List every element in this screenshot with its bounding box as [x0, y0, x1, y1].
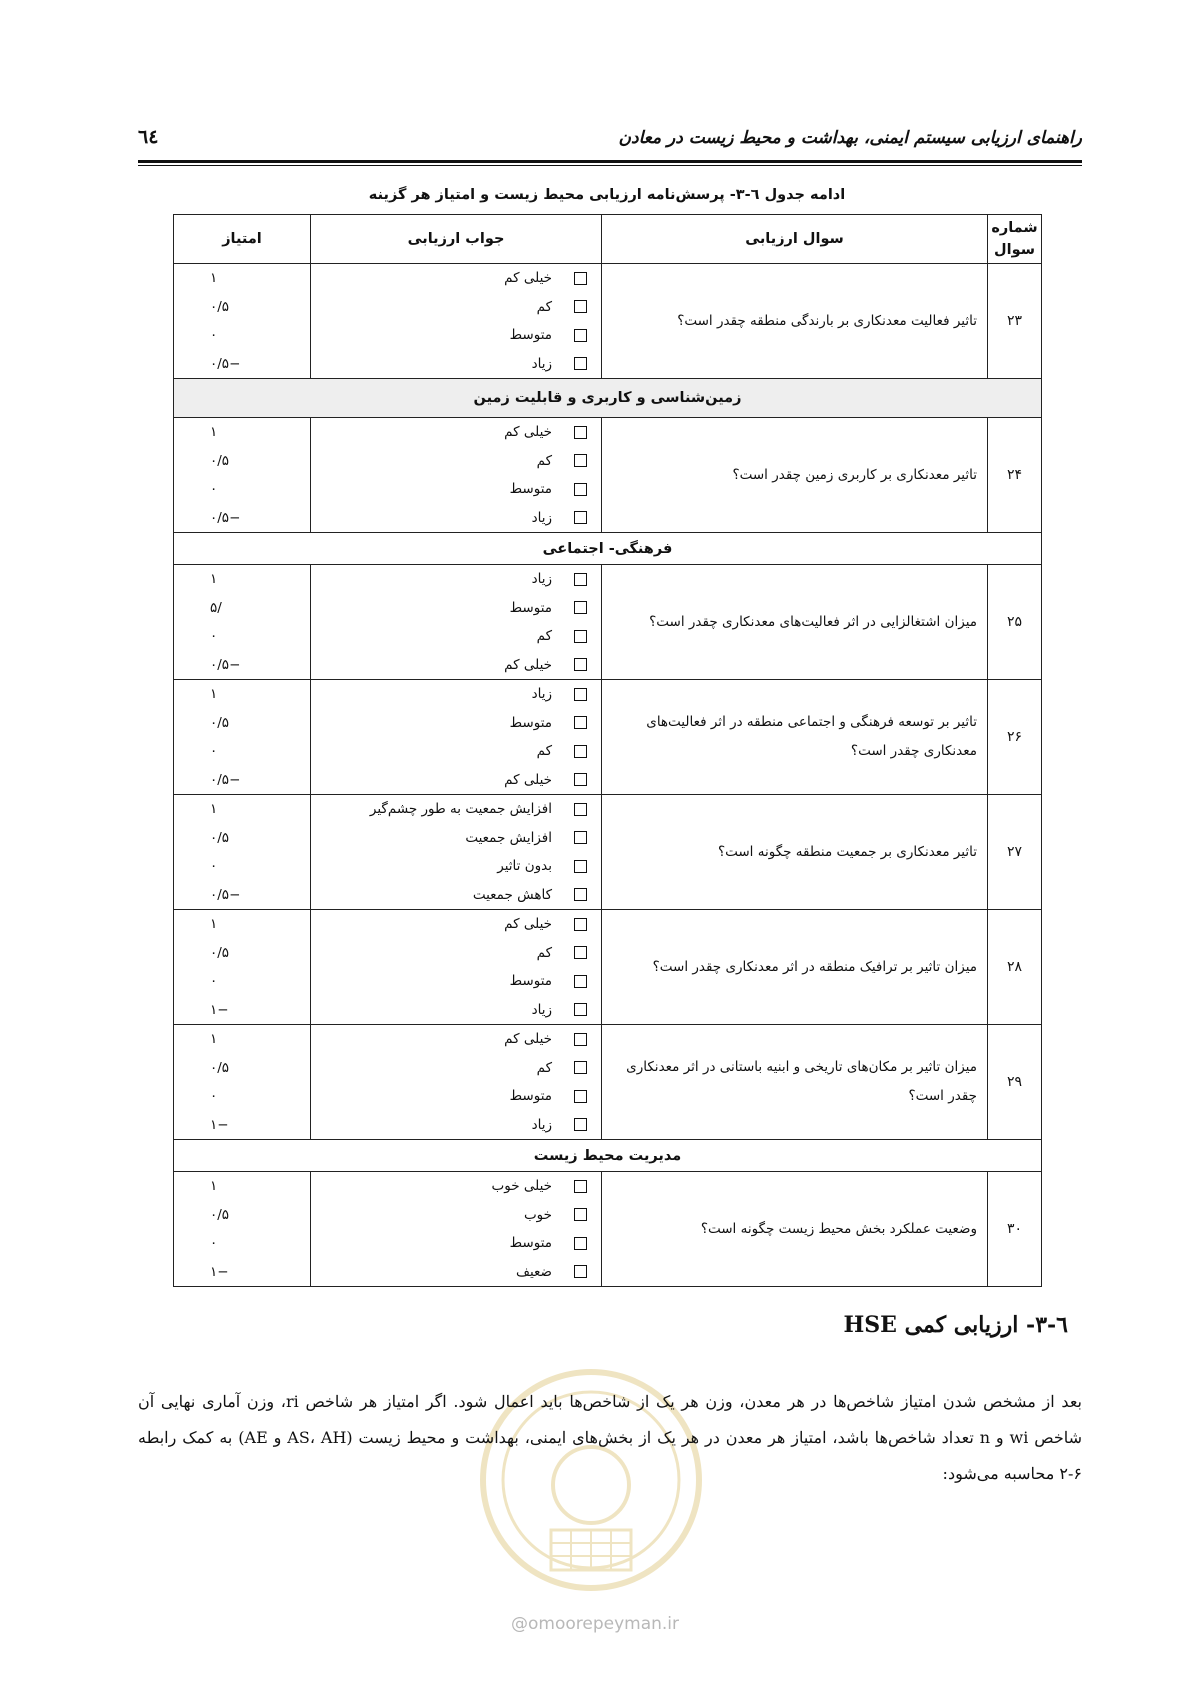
section-title: زمین‌شناسی و کاربری و قابلیت زمین — [174, 379, 1042, 418]
answer-option-label: زیاد — [531, 686, 552, 703]
checkbox-icon[interactable] — [574, 1090, 587, 1103]
table-row — [174, 680, 1042, 795]
checkbox-icon[interactable] — [574, 357, 587, 370]
score-value: −۰/۵ — [210, 509, 241, 526]
score-values — [174, 418, 311, 533]
answer-options — [311, 565, 602, 680]
answer-option[interactable] — [311, 1258, 601, 1287]
checkbox-icon[interactable] — [574, 1237, 587, 1250]
score-value: −۰/۵ — [210, 656, 241, 673]
answer-option-label: خیلی کم — [504, 424, 552, 441]
section-title: مدیریت محیط زیست — [174, 1140, 1042, 1172]
col-score-header: امتیاز — [174, 215, 311, 264]
answer-option[interactable] — [311, 1111, 601, 1140]
score-value: /۵ — [210, 599, 222, 616]
score-values — [174, 565, 311, 680]
body-paragraph: بعد از مشخص شدن امتیاز شاخص‌ها در هر معدن، وزن هر یک از شاخص‌ها باید اعمال شود. اگر امتیاز هر شاخص ri، وزن آماری نهایی آن شاخص wi و n تعداد شاخص‌ها باشد، امتیاز هر معدن در هر یک از بخش‌های ایمنی، بهداشت و محیط زیست (AS، AH و AE) به کمک رابطه ۶-۲ محاسبه می‌شود: — [138, 1392, 1083, 1483]
checkbox-icon[interactable] — [574, 426, 587, 439]
question-number: ۲۴ — [988, 418, 1042, 533]
checkbox-icon[interactable] — [574, 483, 587, 496]
answer-option[interactable] — [311, 709, 601, 738]
score-value: ۰ — [210, 1235, 218, 1251]
symbol-as: AS — [287, 1428, 310, 1447]
score-values — [174, 264, 311, 379]
answer-option[interactable] — [311, 910, 601, 939]
table-row — [174, 795, 1042, 910]
checkbox-icon[interactable] — [574, 329, 587, 342]
table-row — [174, 264, 1042, 379]
question-text: میزان اشتغالزایی در اثر فعالیت‌های معدنکاری چقدر است؟ — [602, 565, 988, 680]
question-number: ۲۹ — [988, 1025, 1042, 1140]
answer-option[interactable] — [311, 565, 601, 594]
section-row-env — [174, 1140, 1042, 1172]
answer-options — [311, 910, 602, 1025]
answer-option[interactable] — [311, 939, 601, 968]
question-text: وضعیت عملکرد بخش محیط زیست چگونه است؟ — [602, 1172, 988, 1287]
answer-option[interactable] — [311, 447, 601, 476]
score-value: ۰/۵ — [210, 298, 230, 315]
checkbox-icon[interactable] — [574, 1118, 587, 1131]
answer-option-label: کم — [536, 452, 552, 469]
checkbox-icon[interactable] — [574, 1003, 587, 1016]
answer-option-label: کم — [536, 743, 552, 760]
checkbox-icon[interactable] — [574, 630, 587, 643]
checkbox-icon[interactable] — [574, 975, 587, 988]
question-text: تاثیر بر توسعه فرهنگی و اجتماعی منطقه در اثر فعالیت‌های معدنکاری چقدر است؟ — [602, 680, 988, 795]
score-value: ۰/۵ — [210, 944, 230, 961]
checkbox-icon[interactable] — [574, 658, 587, 671]
answer-option[interactable] — [311, 594, 601, 623]
answer-option[interactable] — [311, 1172, 601, 1201]
symbol-ae: AE — [244, 1428, 268, 1447]
checkbox-icon[interactable] — [574, 745, 587, 758]
score-value: ۰ — [210, 628, 218, 644]
answer-option-label: زیاد — [531, 355, 552, 372]
site-watermark: @omoorepeyman.ir — [510, 1614, 680, 1634]
answer-option[interactable] — [311, 824, 601, 853]
score-value: ۰/۵ — [210, 1059, 230, 1076]
col-question-header: سوال ارزیابی — [602, 215, 988, 264]
score-value: −۱ — [210, 1263, 229, 1280]
header-rule-thin — [138, 165, 1082, 166]
checkbox-icon[interactable] — [574, 773, 587, 786]
score-value: ۱ — [210, 571, 218, 587]
answer-option[interactable] — [311, 622, 601, 651]
answer-option[interactable] — [311, 1025, 601, 1054]
header-rule-thick — [138, 160, 1082, 163]
answer-option-label: خیلی خوب — [491, 1178, 552, 1195]
question-text: میزان تاثیر بر مکان‌های تاریخی و ابنیه باستانی در اثر معدنکاری چقدر است؟ — [602, 1025, 988, 1140]
checkbox-icon[interactable] — [574, 803, 587, 816]
question-number: ۲۸ — [988, 910, 1042, 1025]
score-value: −۱ — [210, 1116, 229, 1133]
answer-options — [311, 1025, 602, 1140]
symbol-ah: AH — [320, 1428, 347, 1447]
checkbox-icon[interactable] — [574, 511, 587, 524]
symbol-ri: ri — [285, 1392, 299, 1411]
answer-option-label: خیلی کم — [504, 916, 552, 933]
score-value: ۰/۵ — [210, 1206, 230, 1223]
answer-option[interactable] — [311, 1054, 601, 1083]
answer-option[interactable] — [311, 1229, 601, 1258]
checkbox-icon[interactable] — [574, 860, 587, 873]
score-value: ۱ — [210, 270, 218, 286]
score-value: ۰/۵ — [210, 452, 230, 469]
table-caption: ادامه جدول ٦-٣- پرسش‌نامه ارزیابی محیط زیست و امتیاز هر گزینه — [368, 187, 846, 203]
table-row — [174, 418, 1042, 533]
table-row — [174, 910, 1042, 1025]
answer-options — [311, 1172, 602, 1287]
answer-option[interactable] — [311, 766, 601, 795]
answer-option[interactable] — [311, 737, 601, 766]
paragraph-text: ) به کمک رابطه ۶-۲ محاسبه می‌شود: — [138, 1428, 1082, 1483]
score-value: ۱ — [210, 686, 218, 702]
answer-option[interactable] — [311, 680, 601, 709]
answer-option-label: ضعیف — [515, 1263, 552, 1280]
checkbox-icon[interactable] — [574, 573, 587, 586]
answer-option[interactable] — [311, 996, 601, 1025]
score-value: ۰ — [210, 327, 218, 343]
answer-option-label: زیاد — [531, 571, 552, 588]
answer-option-label: متوسط — [509, 327, 552, 344]
answer-option[interactable] — [311, 852, 601, 881]
answer-option[interactable] — [311, 418, 601, 447]
score-value: ۱ — [210, 801, 218, 817]
checkbox-icon[interactable] — [574, 888, 587, 901]
score-value: ۱ — [210, 1178, 218, 1194]
answer-option-label: خیلی کم — [504, 1031, 552, 1048]
answer-option-label: افزایش جمعیت به طور چشم‌گیر — [369, 801, 552, 818]
table-row — [174, 565, 1042, 680]
score-value: ۰ — [210, 743, 218, 759]
checkbox-icon[interactable] — [574, 1180, 587, 1193]
question-text: تاثیر فعالیت معدنکاری بر بارندگی منطقه چقدر است؟ — [602, 264, 988, 379]
answer-option-label: زیاد — [531, 1116, 552, 1133]
question-number: ۳۰ — [988, 1172, 1042, 1287]
answer-option-label: خیلی کم — [504, 656, 552, 673]
answer-option-label: متوسط — [509, 481, 552, 498]
answer-option[interactable] — [311, 651, 601, 680]
score-values — [174, 910, 311, 1025]
checkbox-icon[interactable] — [574, 946, 587, 959]
answer-option-label: کم — [536, 1059, 552, 1076]
paragraph-text: و n تعداد شاخص‌ها باشد، امتیاز هر معدن در هر یک از بخش‌های ایمنی، بهداشت و محیط زیست ( — [346, 1428, 1010, 1447]
questionnaire-table — [173, 214, 1042, 1287]
answer-option-label: کم — [536, 944, 552, 961]
answer-option[interactable] — [311, 967, 601, 996]
section-heading: ٦-٣- ارزیابی کمی HSE — [843, 1312, 1068, 1338]
score-value: ۰ — [210, 858, 218, 874]
answer-options — [311, 680, 602, 795]
score-value: −۰/۵ — [210, 355, 241, 372]
checkbox-icon[interactable] — [574, 601, 587, 614]
question-text: میزان تاثیر بر ترافیک منطقه در اثر معدنکاری چقدر است؟ — [602, 910, 988, 1025]
answer-option-label: متوسط — [509, 973, 552, 990]
question-text: تاثیر معدنکاری بر کاربری زمین چقدر است؟ — [602, 418, 988, 533]
answer-option-label: افزایش جمعیت — [465, 829, 552, 846]
answer-option[interactable] — [311, 1082, 601, 1111]
answer-option-label: متوسط — [509, 599, 552, 616]
answer-option[interactable] — [311, 1201, 601, 1230]
paragraph-text: ، وزن آماری نهایی آن شاخص — [138, 1392, 1083, 1447]
running-title: راهنمای ارزیابی سیستم ایمنی، بهداشت و محیط زیست در معادن — [618, 128, 1082, 148]
section-row-land — [174, 379, 1042, 418]
answer-option[interactable] — [311, 881, 601, 910]
table-header-row — [174, 215, 1042, 264]
answer-option[interactable] — [311, 350, 601, 379]
question-number: ۲۳ — [988, 264, 1042, 379]
question-text: تاثیر معدنکاری بر جمعیت منطقه چگونه است؟ — [602, 795, 988, 910]
score-values — [174, 795, 311, 910]
score-value: ۰/۵ — [210, 714, 230, 731]
symbol-wi: wi — [1009, 1428, 1029, 1447]
score-value: −۱ — [210, 1001, 229, 1018]
answer-option-label: زیاد — [531, 509, 552, 526]
answer-option[interactable] — [311, 264, 601, 293]
answer-option[interactable] — [311, 795, 601, 824]
section-title: فرهنگی- اجتماعی — [174, 533, 1042, 565]
col-number-header: شماره سوال — [988, 215, 1042, 264]
score-value: −۰/۵ — [210, 771, 241, 788]
checkbox-icon[interactable] — [574, 1061, 587, 1074]
answer-option-label: خیلی کم — [504, 771, 552, 788]
checkbox-icon[interactable] — [574, 918, 587, 931]
score-values — [174, 1172, 311, 1287]
score-value: ۰/۵ — [210, 829, 230, 846]
answer-option-label: کم — [536, 298, 552, 315]
score-value: ۰ — [210, 481, 218, 497]
checkbox-icon[interactable] — [574, 1265, 587, 1278]
score-value: ۰ — [210, 1088, 218, 1104]
answer-option-label: خوب — [523, 1206, 552, 1223]
score-values — [174, 680, 311, 795]
answer-option-label: متوسط — [509, 714, 552, 731]
score-value: ۱ — [210, 1031, 218, 1047]
score-values — [174, 1025, 311, 1140]
checkbox-icon[interactable] — [574, 272, 587, 285]
checkbox-icon[interactable] — [574, 300, 587, 313]
answer-option-label: کم — [536, 628, 552, 645]
answer-option[interactable] — [311, 504, 601, 533]
answer-option-label: زیاد — [531, 1001, 552, 1018]
checkbox-icon[interactable] — [574, 688, 587, 701]
answer-option-label: کاهش جمعیت — [472, 886, 552, 903]
answer-option[interactable] — [311, 321, 601, 350]
paragraph-text: و — [267, 1428, 288, 1447]
paragraph-text: بعد از مشخص شدن امتیاز شاخص‌ها در هر معدن، وزن هر یک از شاخص‌ها باید اعمال شود. اگر امتیاز هر شاخص — [298, 1392, 1082, 1411]
checkbox-icon[interactable] — [574, 831, 587, 844]
page-number: ٦٤ — [138, 126, 159, 148]
score-value: −۰/۵ — [210, 886, 241, 903]
question-number: ۲۷ — [988, 795, 1042, 910]
answer-option-label: متوسط — [509, 1088, 552, 1105]
section-row-social — [174, 533, 1042, 565]
col-answer-header: جواب ارزیابی — [311, 215, 602, 264]
table-row — [174, 1172, 1042, 1287]
question-number: ۲۵ — [988, 565, 1042, 680]
score-value: ۱ — [210, 424, 218, 440]
score-value: ۰ — [210, 973, 218, 989]
checkbox-icon[interactable] — [574, 454, 587, 467]
table-row — [174, 1025, 1042, 1140]
answer-option-label: خیلی کم — [504, 270, 552, 287]
answer-option-label: متوسط — [509, 1235, 552, 1252]
checkbox-icon[interactable] — [574, 716, 587, 729]
score-value: ۱ — [210, 916, 218, 932]
question-number: ۲۶ — [988, 680, 1042, 795]
answer-option[interactable] — [311, 293, 601, 322]
answer-options — [311, 795, 602, 910]
answer-option-label: بدون تاثیر — [497, 858, 552, 875]
answer-options — [311, 264, 602, 379]
checkbox-icon[interactable] — [574, 1208, 587, 1221]
checkbox-icon[interactable] — [574, 1033, 587, 1046]
answer-option[interactable] — [311, 475, 601, 504]
answer-options — [311, 418, 602, 533]
